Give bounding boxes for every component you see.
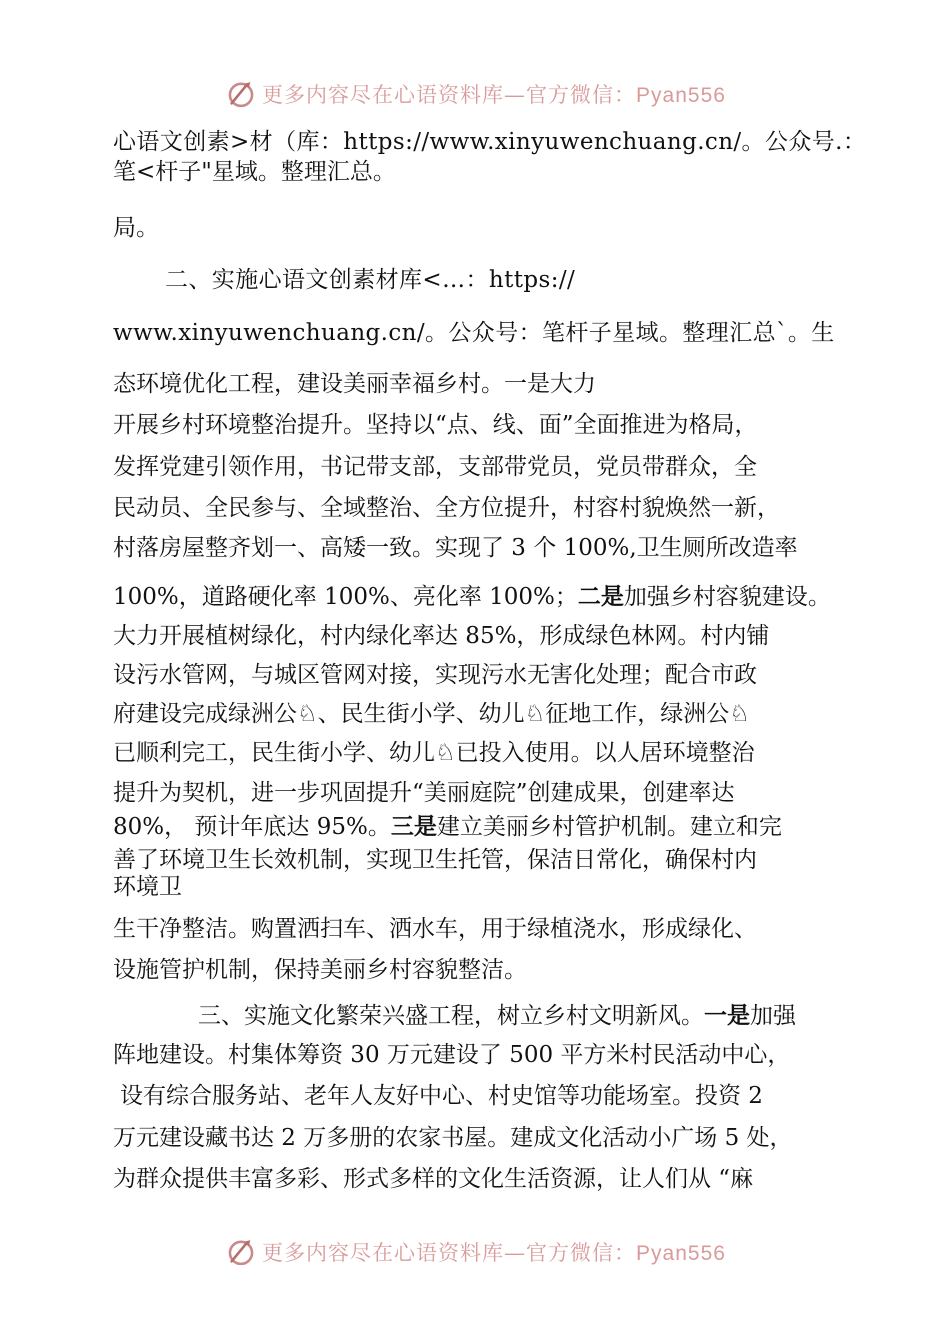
text-line: 阵地建设。村集体筹资 30 万元建设了 500 平方米村民活动中心， xyxy=(113,1042,791,1068)
text-line: 心语文创素>材（库：https://www.xinyuwenchuang.cn/。公众号.： xyxy=(113,129,867,155)
keyword-yiShi: 一是 xyxy=(704,1003,750,1029)
watermark-text: 更多内容尽在心语资料库—官方微信：Pyan556 xyxy=(262,1241,726,1265)
text-line: 大力开展植树绿化，村内绿化率达 85%，形成绿色林网。村内铺 xyxy=(113,623,770,649)
text-line: 府建设完成绿洲公♘、民生街小学、幼儿♘征地工作，绿洲公♘ xyxy=(113,701,750,727)
text-line: 为群众提供丰富多彩、形式多样的文化生活资源，让人们从 “麻 xyxy=(113,1166,754,1192)
pen-swirl-logo-icon xyxy=(224,77,258,111)
text-line: 80%， 预计年底达 95%。三是建立美丽乡村管护机制。建立和完 xyxy=(113,814,782,840)
text-line: 局。 xyxy=(113,215,159,241)
text-line: 村落房屋整齐划一、高矮一致。实现了 3 个 100%,卫生厕所改造率 xyxy=(113,535,798,561)
text-line: 100%，道路硬化率 100%、亮化率 100%；二是加强乡村容貌建设。 xyxy=(113,584,831,610)
text-line: 环境卫 xyxy=(113,874,182,900)
text-line: 开展乡村环境整治提升。坚持以“点、线、面”全面推进为格局， xyxy=(113,412,758,438)
text-line: 提升为契机，进一步巩固提升“美丽庭院”创建成果，创建率达 xyxy=(113,780,735,806)
text-line: 笔<杆子"星域。整理汇总。 xyxy=(113,159,396,185)
text-line: 已顺利完工，民生街小学、幼儿♘已投入使用。以人居环境整治 xyxy=(113,740,755,766)
text-line: www.xinyuwenchuang.cn/。公众号：笔杆子星域。整理汇总`。生 xyxy=(113,320,835,346)
text-line: 善了环境卫生长效机制，实现卫生托管，保洁日常化，确保村内 xyxy=(113,847,757,873)
keyword-sanShi: 三是 xyxy=(390,814,437,840)
text-line: 民动员、全民参与、全域整治、全方位提升，村容村貌焕然一新， xyxy=(113,495,780,521)
text-line: 设有综合服务站、老年人友好中心、村史馆等功能场室。投资 2 xyxy=(120,1083,763,1109)
watermark-header xyxy=(0,72,950,116)
text-line: 二、实施心语文创素材库<…：https:// xyxy=(165,267,576,293)
watermark-text: 更多内容尽在心语资料库—官方微信：Pyan556 xyxy=(262,83,726,107)
text-line: 万元建设藏书达 2 万多册的农家书屋。建成文化活动小广场 5 处， xyxy=(113,1125,793,1151)
text-line: 设污水管网，与城区管网对接，实现污水无害化处理；配合市政 xyxy=(113,662,757,688)
pen-swirl-logo-icon xyxy=(224,1235,258,1269)
text-line: 发挥党建引领作用，书记带支部，支部带党员，党员带群众，全 xyxy=(113,454,757,480)
text-line: 态环境优化工程，建设美丽幸福乡村。一是大力 xyxy=(113,371,596,397)
text-line: 三、实施文化繁荣兴盛工程，树立乡村文明新风。一是加强 xyxy=(198,1003,796,1029)
watermark-footer xyxy=(0,1230,950,1274)
text-line: 生干净整洁。购置洒扫车、洒水车，用于绿植浇水，形成绿化、 xyxy=(113,916,757,942)
keyword-erShi: 二是 xyxy=(577,584,624,610)
text-line: 设施管护机制，保持美丽乡村容貌整洁。 xyxy=(113,957,527,983)
